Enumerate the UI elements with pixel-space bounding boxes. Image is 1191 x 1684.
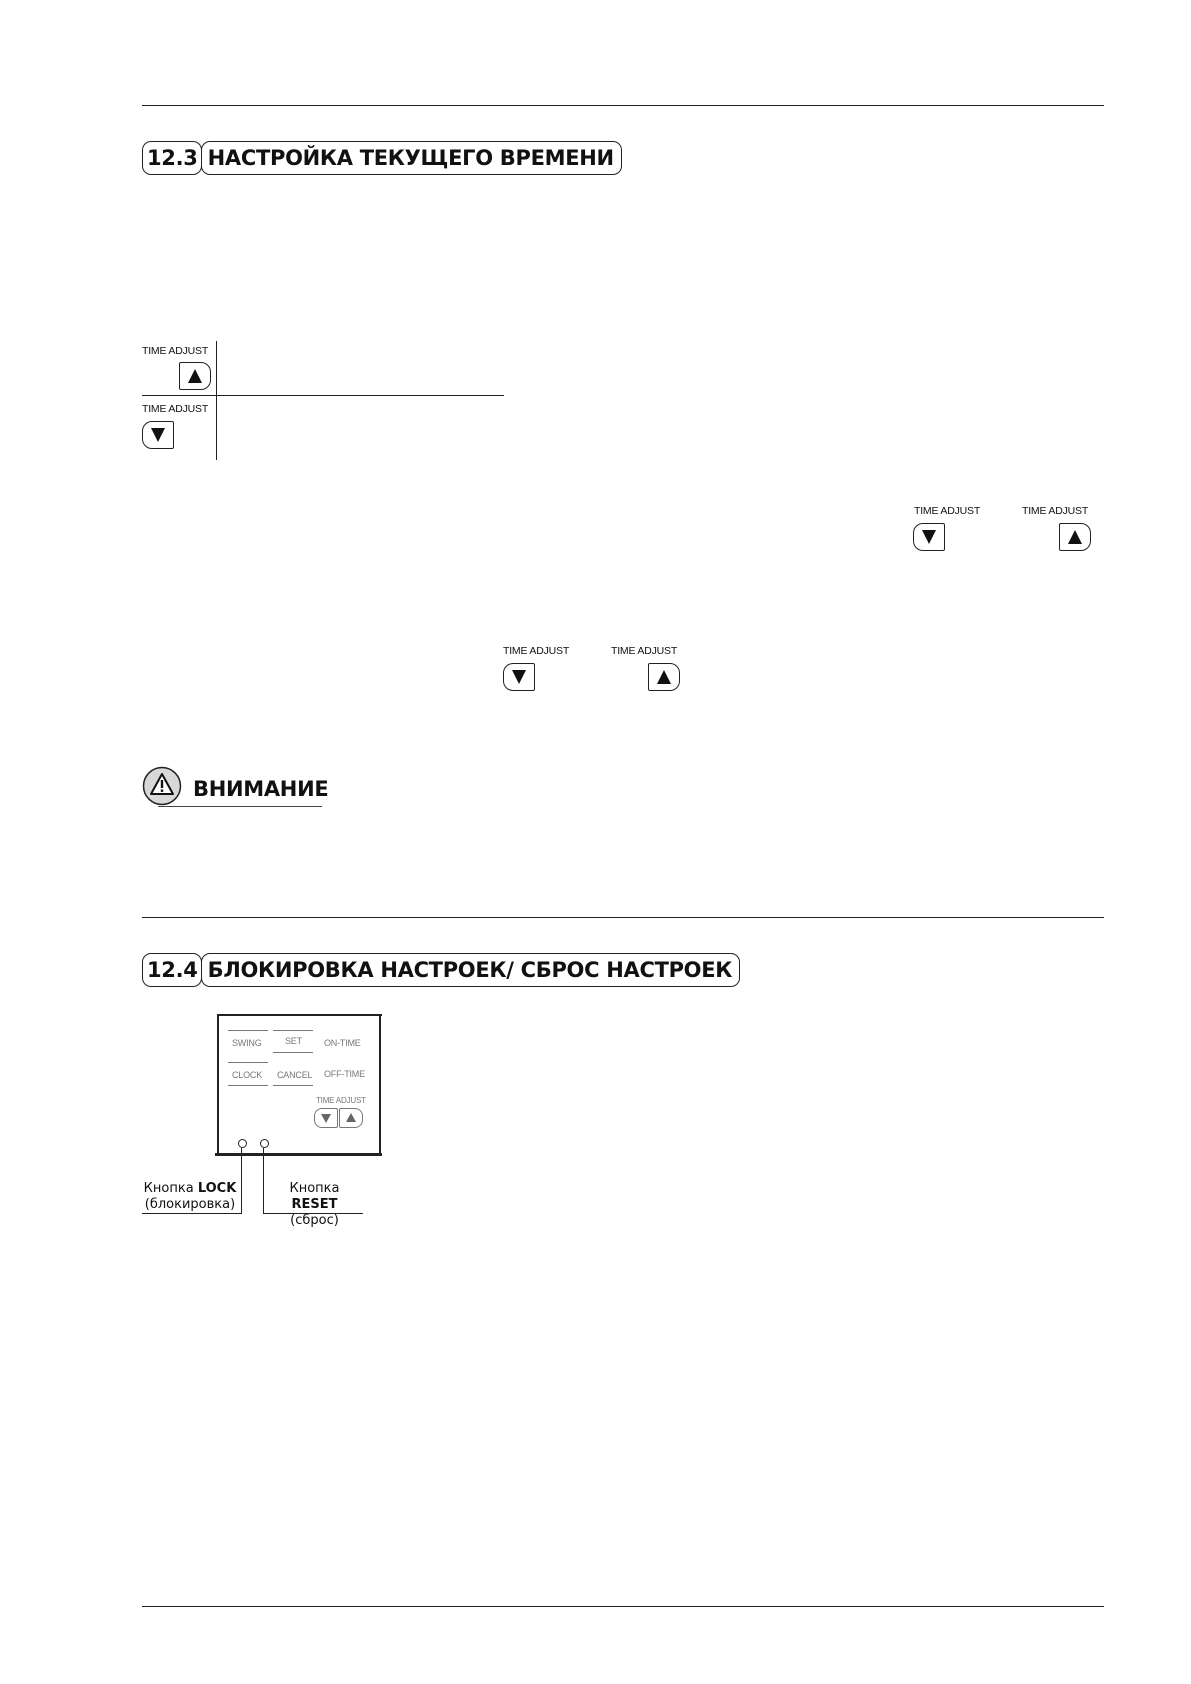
panel-time-adjust-down-button[interactable] <box>314 1108 338 1128</box>
off-time-button[interactable]: OFF-TIME <box>324 1069 365 1079</box>
time-adjust-down-button[interactable] <box>913 523 945 551</box>
section-number: 12.4 <box>142 953 202 987</box>
time-adjust-label: TIME ADJUST <box>503 645 570 657</box>
lock-leader-baseline <box>142 1213 242 1214</box>
triangle-up-icon <box>657 670 671 684</box>
reset-button-hole[interactable] <box>260 1139 269 1148</box>
time-adjust-label: TIME ADJUST <box>142 403 209 415</box>
time-adjust-up-button[interactable] <box>648 663 680 691</box>
time-adjust-down-button[interactable] <box>503 663 535 691</box>
lock-caption: Кнопка LOCK (блокировка) <box>143 1181 237 1212</box>
set-button[interactable]: SET <box>285 1036 302 1046</box>
triangle-up-icon <box>1068 530 1082 544</box>
triangle-up-icon <box>188 369 202 383</box>
time-adjust-label: TIME ADJUST <box>1022 505 1089 517</box>
reset-caption: Кнопка RESET (сброс) <box>289 1181 340 1228</box>
time-adjust-label: TIME ADJUST <box>611 645 678 657</box>
warning-title: ВНИМАНИЕ <box>193 777 329 801</box>
top-rule <box>142 105 1104 106</box>
section-divider <box>142 917 1104 918</box>
triangle-down-icon <box>512 670 526 684</box>
swing-button[interactable]: SWING <box>232 1038 262 1048</box>
time-adjust-down-button[interactable] <box>142 421 174 449</box>
section-title: БЛОКИРОВКА НАСТРОЕК/ СБРОС НАСТРОЕК <box>201 953 741 987</box>
on-time-button[interactable]: ON-TIME <box>324 1038 361 1048</box>
panel-time-adjust-up-button[interactable] <box>339 1108 363 1128</box>
lock-button-hole[interactable] <box>238 1139 247 1148</box>
time-adjust-up-button[interactable] <box>1059 523 1091 551</box>
section-12-4-heading <box>142 953 740 987</box>
clock-button[interactable]: CLOCK <box>232 1070 263 1080</box>
panel-time-adjust-label: TIME ADJUST <box>316 1096 366 1105</box>
section-12-3-heading <box>142 141 622 175</box>
triangle-up-icon <box>346 1113 356 1122</box>
table-vertical-divider <box>216 341 217 460</box>
warning-icon <box>142 766 182 806</box>
lock-leader-line <box>241 1148 242 1214</box>
warning-underline <box>158 806 322 807</box>
triangle-down-icon <box>922 530 936 544</box>
table-horizontal-divider <box>142 395 504 396</box>
time-adjust-label: TIME ADJUST <box>914 505 981 517</box>
cancel-button[interactable]: CANCEL <box>277 1070 313 1080</box>
triangle-down-icon <box>151 428 165 442</box>
reset-leader-line <box>263 1148 264 1214</box>
triangle-down-icon <box>321 1114 331 1123</box>
section-title: НАСТРОЙКА ТЕКУЩЕГО ВРЕМЕНИ <box>201 141 622 175</box>
section-number: 12.3 <box>142 141 202 175</box>
time-adjust-label: TIME ADJUST <box>142 345 209 357</box>
remote-panel <box>217 1014 382 1156</box>
time-adjust-up-button[interactable] <box>179 362 211 390</box>
bottom-rule <box>142 1606 1104 1607</box>
